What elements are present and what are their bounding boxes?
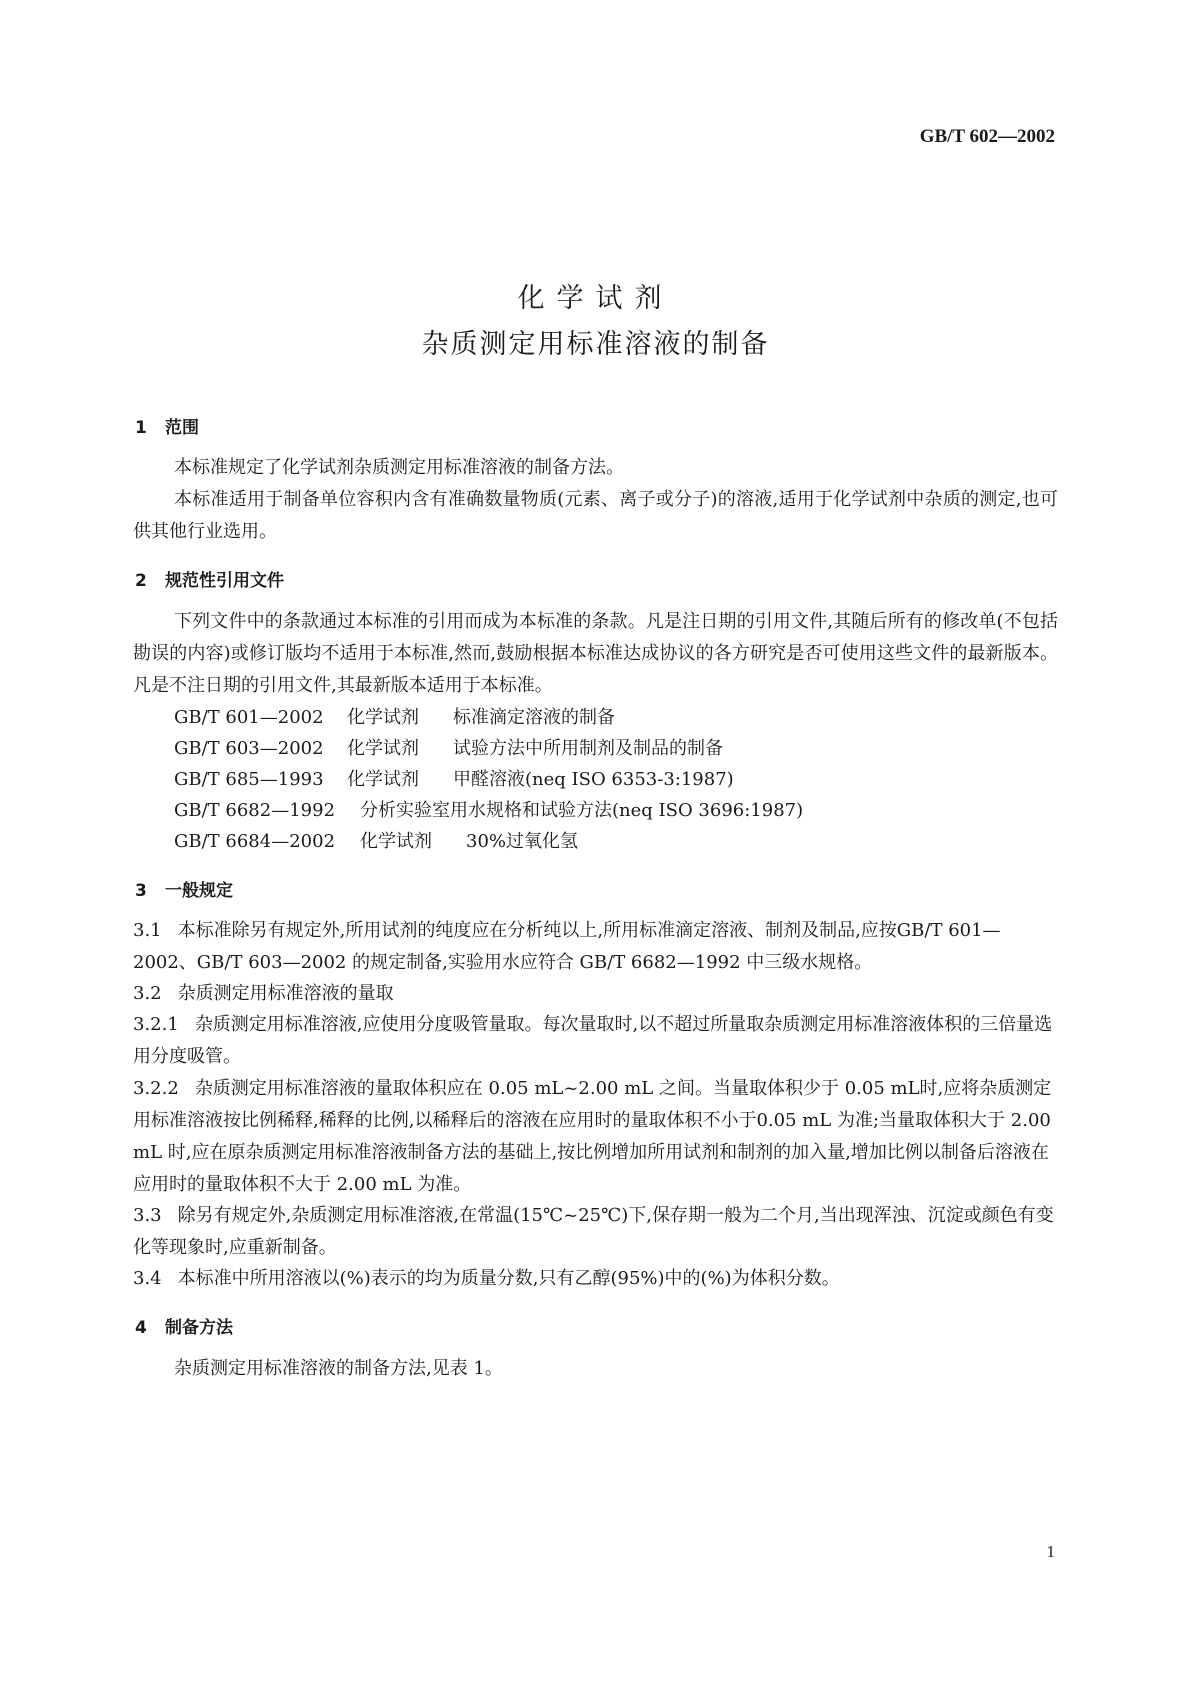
reference-group: 化学试剂 bbox=[347, 707, 419, 728]
section-3-heading bbox=[135, 876, 233, 901]
section-number: 2 bbox=[135, 571, 147, 591]
reference-title: 试验方法中所用制剂及制品的制备 bbox=[453, 738, 723, 759]
clause-3-4 bbox=[133, 1263, 1058, 1295]
clause-number: 3.2.2 bbox=[133, 1078, 179, 1099]
clause-3-2 bbox=[133, 978, 1058, 1010]
clause-text: 本标准中所用溶液以(%)表示的均为质量分数,只有乙醇(95%)中的(%)为体积分数。 bbox=[177, 1268, 840, 1289]
reference-code: GB/T 6682—1992 bbox=[174, 800, 336, 821]
clause-3-2-1 bbox=[133, 1009, 1058, 1073]
section-title: 一般规定 bbox=[165, 881, 233, 901]
clause-number: 3.2 bbox=[133, 983, 162, 1004]
reference-title: 甲醛溶液(neq ISO 6353-3:1987) bbox=[453, 769, 734, 790]
reference-group: 化学试剂 bbox=[347, 738, 419, 759]
clause-3-1 bbox=[133, 915, 1058, 979]
title-line-1: 化学试剂 bbox=[517, 283, 674, 314]
reference-title: 30%过氧化氢 bbox=[466, 831, 579, 852]
section-title: 范围 bbox=[165, 418, 199, 438]
section-4-heading bbox=[135, 1313, 233, 1338]
section-number: 3 bbox=[135, 881, 147, 901]
reference-item bbox=[174, 795, 803, 827]
section-1-paragraph-1: 本标准规定了化学试剂杂质测定用标准溶液的制备方法。 bbox=[174, 457, 624, 478]
section-number: 1 bbox=[135, 418, 147, 438]
reference-title: 标准滴定溶液的制备 bbox=[453, 707, 615, 728]
clause-number: 3.1 bbox=[133, 920, 162, 941]
page-number: 1 bbox=[1046, 1542, 1055, 1561]
clause-text: 杂质测定用标准溶液,应使用分度吸管量取。每次量取时,以不超过所量取杂质测定用标准溶液体积的三倍量选用分度吸管。 bbox=[133, 1014, 1053, 1067]
clause-number: 3.4 bbox=[133, 1268, 162, 1289]
reference-code: GB/T 6684—2002 bbox=[174, 831, 336, 852]
reference-title: 分析实验室用水规格和试验方法(neq ISO 3696:1987) bbox=[360, 800, 804, 821]
section-2-paragraph-1: 下列文件中的条款通过本标准的引用而成为本标准的条款。凡是注日期的引用文件,其随后所有的修改单(不包括勘误的内容)或修订版均不适用于本标准,然而,鼓励根据本标准达成协议的各方研究是否可使用这些文件的最新版本。凡是不注日期的引用文件,其最新版本适用于本标准。 bbox=[133, 611, 1058, 696]
clause-3-2-2 bbox=[133, 1073, 1058, 1201]
clause-text: 杂质测定用标准溶液的量取体积应在 0.05 mL~2.00 mL 之间。当量取体积少于 0.05 mL时,应将杂质测定用标准溶液按比例稀释,稀释的比例,以稀释后的溶液在应用时的量取体积不小于0.05 mL 为准;当量取体积大于 2.00 mL 时,应在原杂质测定用标准溶液制备方法的基础上,按比例增加所用试剂和制剂的加入量,增加比例以制备后溶液在应用时的量取体积不大于 2.00 mL 为准。 bbox=[133, 1078, 1052, 1195]
section-number: 4 bbox=[135, 1318, 147, 1338]
reference-item bbox=[174, 826, 578, 858]
reference-item bbox=[174, 764, 734, 796]
clause-number: 3.3 bbox=[133, 1205, 162, 1226]
reference-item bbox=[174, 733, 723, 765]
reference-code: GB/T 603—2002 bbox=[174, 738, 324, 759]
clause-text: 杂质测定用标准溶液的量取 bbox=[177, 983, 394, 1004]
section-title: 制备方法 bbox=[165, 1318, 233, 1338]
standard-number: GB/T 602—2002 bbox=[919, 126, 1055, 147]
reference-group: 化学试剂 bbox=[347, 769, 419, 790]
clause-text: 本标准除另有规定外,所用试剂的纯度应在分析纯以上,所用标准滴定溶液、制剂及制品,应按GB/T 601—2002、GB/T 603—2002 的规定制备,实验用水应符合 GB/T 6682—1992 中三级水规格。 bbox=[133, 920, 1001, 973]
reference-code: GB/T 685—1993 bbox=[174, 769, 324, 790]
reference-code: GB/T 601—2002 bbox=[174, 707, 324, 728]
clause-text: 除另有规定外,杂质测定用标准溶液,在常温(15℃~25℃)下,保存期一般为二个月,当出现浑浊、沉淀或颜色有变化等现象时,应重新制备。 bbox=[133, 1205, 1054, 1258]
section-2-heading bbox=[135, 566, 284, 591]
reference-group: 化学试剂 bbox=[360, 831, 432, 852]
section-4-paragraph-1: 杂质测定用标准溶液的制备方法,见表 1。 bbox=[174, 1358, 503, 1379]
clause-3-3 bbox=[133, 1200, 1058, 1264]
title-line-2: 杂质测定用标准溶液的制备 bbox=[421, 329, 770, 360]
section-1-heading bbox=[135, 413, 199, 438]
reference-item bbox=[174, 702, 615, 734]
section-1-paragraph-2: 本标准适用于制备单位容积内含有准确数量物质(元素、离子或分子)的溶液,适用于化学试剂中杂质的测定,也可供其他行业选用。 bbox=[133, 489, 1058, 542]
section-title: 规范性引用文件 bbox=[165, 571, 284, 591]
clause-number: 3.2.1 bbox=[133, 1014, 179, 1035]
